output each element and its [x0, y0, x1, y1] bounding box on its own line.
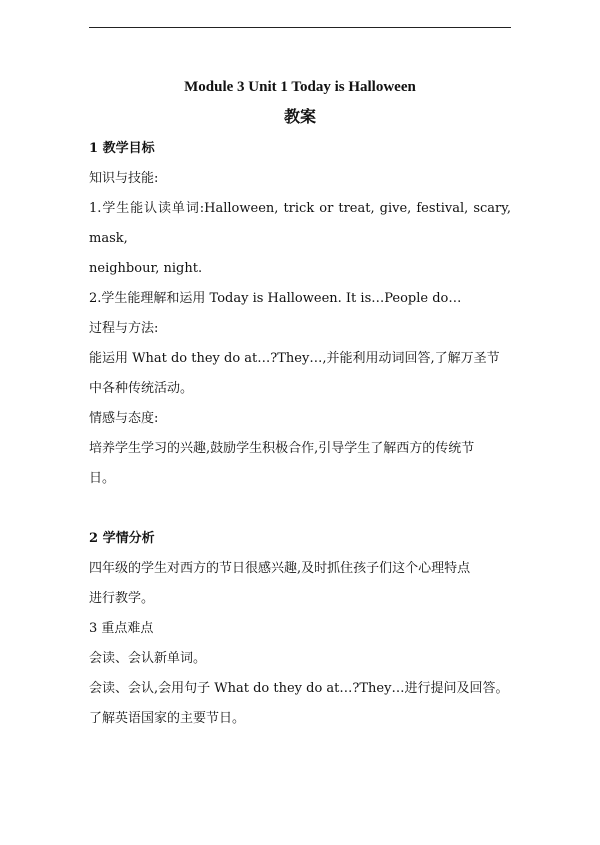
key-points-line-2: 会读、会认,会用句子 What do they do at…?They…进行提问及回答。	[89, 681, 509, 696]
analysis-line-1: 四年级的学生对西方的节日很感兴趣,及时抓住孩子们这个心理特点	[89, 561, 471, 576]
key-points-line-1: 会读、会认新单词。	[89, 651, 207, 666]
objective-item-2: 2.学生能理解和运用 Today is Halloween. It is…People do…	[89, 291, 462, 306]
process-method-line-1: 能运用 What do they do at…?They…,并能利用动词回答,了解万圣节	[89, 351, 500, 366]
emotion-attitude-line-1: 培养学生学习的兴趣,鼓励学生积极合作,引导学生了解西方的传统节	[89, 441, 475, 456]
section-heading-analysis: 2 学情分析	[89, 531, 155, 546]
analysis-line-2: 进行教学。	[89, 591, 155, 606]
document-title: Module 3 Unit 1 Today is Halloween	[184, 79, 416, 95]
section-heading-objectives: 1 教学目标	[89, 141, 155, 156]
document-subtitle: 教案	[283, 107, 316, 126]
objective-item-1-line-2: neighbour, night.	[89, 261, 203, 276]
emotion-attitude-label: 情感与态度:	[89, 411, 159, 426]
process-method-line-2: 中各种传统活动。	[89, 381, 194, 396]
section-heading-key-points: 3 重点难点	[89, 621, 154, 636]
document-body	[89, 72, 511, 734]
key-points-line-3: 了解英语国家的主要节日。	[89, 711, 246, 726]
knowledge-skills-label: 知识与技能:	[89, 171, 159, 186]
header-rule	[89, 27, 511, 28]
section-spacer	[89, 494, 511, 524]
objective-item-1-line-1: 1.学生能认读单词:Halloween, trick or treat, give, festival, scary, mask,	[89, 201, 511, 246]
emotion-attitude-line-2: 日。	[89, 471, 116, 486]
process-method-label: 过程与方法:	[89, 321, 159, 336]
